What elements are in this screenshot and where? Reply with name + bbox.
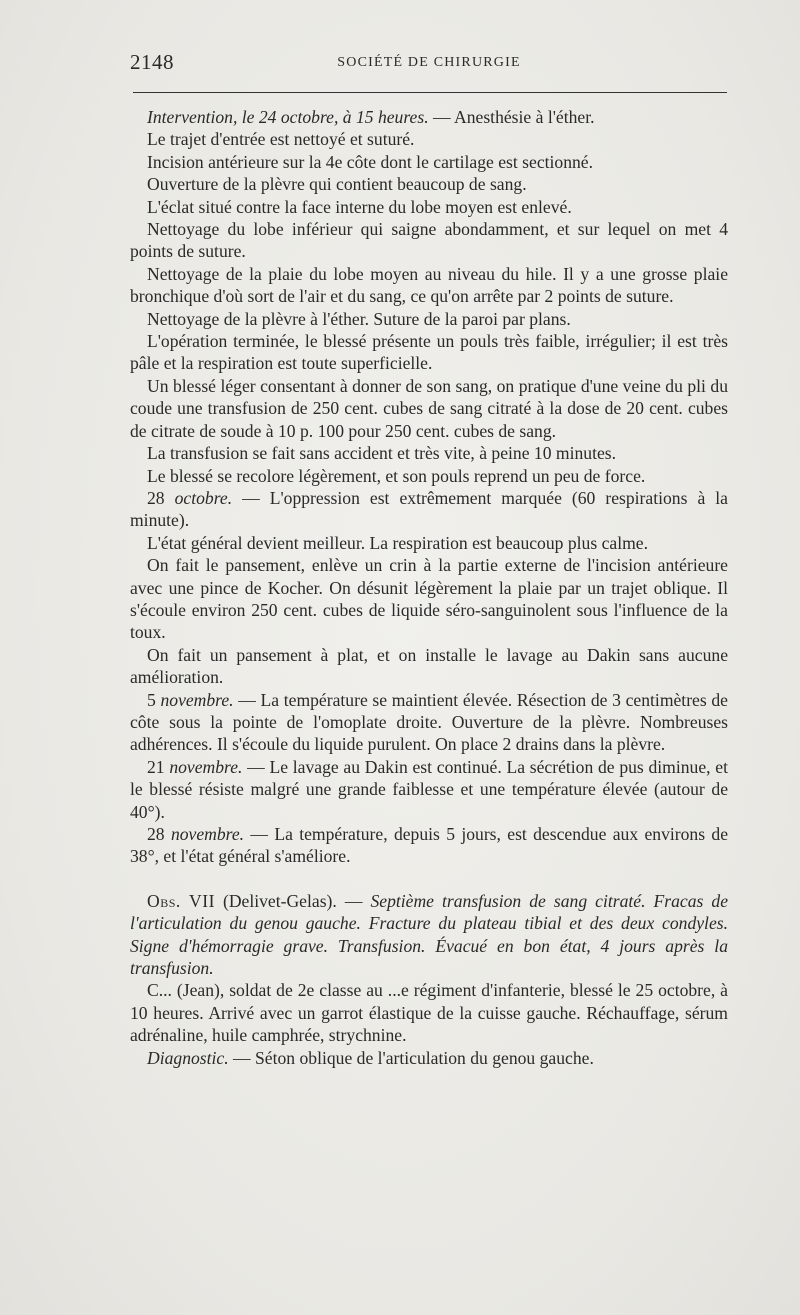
paragraph (130, 1047, 728, 1069)
paragraph-text: — La température se maintient élevée. Résection de 3 centimètres de côte sous la pointe de l'omoplate droite. Ouverture de la plèvre. Nombreuses adhérences. Il s'écoule du liquide purulent. On place 2 drains dans la plèvre. (130, 689, 728, 755)
paragraph (130, 890, 728, 980)
paragraph-text: Nettoyage du lobe inférieur qui saigne abondamment, et sur lequel on met 4 points de suture. (130, 219, 728, 262)
paragraph (130, 554, 728, 644)
paragraph-lead: novembre. (170, 824, 245, 844)
paragraph-text: C... (Jean), soldat de 2e classe au ...e régiment d'infanterie, blessé le 25 octobre, à 10 heures. Arrivé avec un garrot élastique de la cuisse gauche. Réchauffage, sérum adrénaline, huile camphrée, strychnine. (130, 980, 728, 1046)
paragraph-text: Ouverture de la plèvre qui contient beaucoup de sang. (147, 174, 527, 195)
paragraph (130, 263, 728, 308)
paragraph (130, 689, 728, 756)
paragraph-text: — La température, depuis 5 jours, est descendue aux environs de 38°, et l'état général s'améliore. (130, 824, 729, 867)
page-number: 2148 (130, 50, 174, 74)
paragraph-text-plain: (Delivet-Gelas). — (214, 890, 371, 911)
paragraph (130, 106, 728, 128)
paragraph-text: — Séton oblique de l'articulation du genou gauche. (228, 1047, 594, 1068)
paragraph (130, 532, 728, 554)
paragraph-text: — L'oppression est extrêmement marquée (60 respirations à la minute). (130, 487, 728, 531)
paragraph-text: Un blessé léger consentant à donner de son sang, on pratique d'une veine du pli du coude une transfusion de 250 cent. cubes de sang citraté à la dose de 20 cent. cubes de citrate de soude à 10 p. 100 pour 250 cent. cubes de sang. (130, 375, 728, 441)
paragraph (130, 979, 728, 1046)
paragraph (130, 465, 728, 487)
paragraph-text: Nettoyage de la plèvre à l'éther. Suture de la paroi par plans. (147, 308, 571, 329)
paragraph-text: L'état général devient meilleur. La respiration est beaucoup plus calme. (147, 532, 648, 553)
paragraph-text: — Le lavage au Dakin est continué. La sécrétion de pus diminue, et le blessé résiste malgré une grande faiblesse et une température élevée (autour de 40°). (130, 756, 728, 822)
paragraph (130, 128, 728, 150)
page-header (130, 50, 728, 80)
paragraph (130, 442, 728, 464)
paragraph (130, 151, 728, 173)
paragraph-lead-plain: 28 (147, 487, 175, 508)
paragraph-text: Le trajet d'entrée est nettoyé et suturé. (147, 129, 415, 150)
running-head: SOCIÉTÉ DE CHIRURGIE (337, 55, 521, 70)
paragraph-text: L'opération terminée, le blessé présente un pouls très faible, irrégulier; il est très pâle et la respiration est toute superficielle. (130, 331, 728, 374)
paragraph (130, 756, 728, 823)
paragraph-text: Incision antérieure sur la 4e côte dont le cartilage est sectionné. (147, 151, 594, 172)
paragraph-text: La transfusion se fait sans accident et très vite, à peine 10 minutes. (147, 443, 617, 464)
header-rule (133, 92, 727, 93)
paragraph (130, 173, 728, 195)
paragraph (130, 196, 728, 218)
paragraph-italic: Septième transfusion de sang citraté. Fracas de l'articulation du genou gauche. Fracture du plateau tibial et des deux condyles. Signe d'hémorragie grave. Transfusion. Évacué en bon état, 4 jours après la transfusion. (130, 890, 729, 979)
paragraph-lead: novembre. (169, 756, 243, 777)
paragraph-lead-plain: 5 (147, 689, 161, 710)
paragraph-text: Le blessé se recolore légèrement, et son pouls reprend un peu de force. (147, 465, 646, 486)
paragraph (130, 644, 728, 689)
paragraph (130, 375, 728, 442)
paragraph-lead-plain: 28 (147, 824, 171, 844)
paragraph (130, 823, 728, 868)
paragraph-text: L'éclat situé contre la face interne du lobe moyen est enlevé. (147, 196, 572, 217)
body-text (130, 106, 728, 1069)
paragraph-lead: Intervention, le 24 octobre, à 15 heures. (147, 107, 429, 127)
paragraph-lead-plain: 21 (147, 756, 170, 777)
paragraph-lead: novembre. (160, 689, 234, 710)
paragraph-text: — Anesthésie à l'éther. (428, 107, 595, 127)
paragraph-text: On fait un pansement à plat, et on installe le lavage au Dakin sans aucune amélioration. (130, 644, 728, 688)
paragraph-lead: octobre. (174, 487, 233, 508)
paragraph (130, 308, 728, 330)
paragraph-sc: Obs. VII (147, 890, 215, 911)
paragraph (130, 330, 728, 375)
paragraph-text: Nettoyage de la plaie du lobe moyen au niveau du hile. Il y a une grosse plaie bronchique d'où sort de l'air et du sang, ce qu'on arrête par 2 points de suture. (130, 263, 728, 307)
paragraph (130, 218, 728, 263)
paragraph (130, 487, 728, 532)
paragraph-text: On fait le pansement, enlève un crin à la partie externe de l'incision antérieure avec une pince de Kocher. On désunit légèrement la plaie par un trajet oblique. Il s'écoule environ 250 cent. cubes de liquide séro-sanguinolent sous l'influence de la toux. (130, 555, 728, 643)
paragraph-lead: Diagnostic. (147, 1047, 229, 1068)
